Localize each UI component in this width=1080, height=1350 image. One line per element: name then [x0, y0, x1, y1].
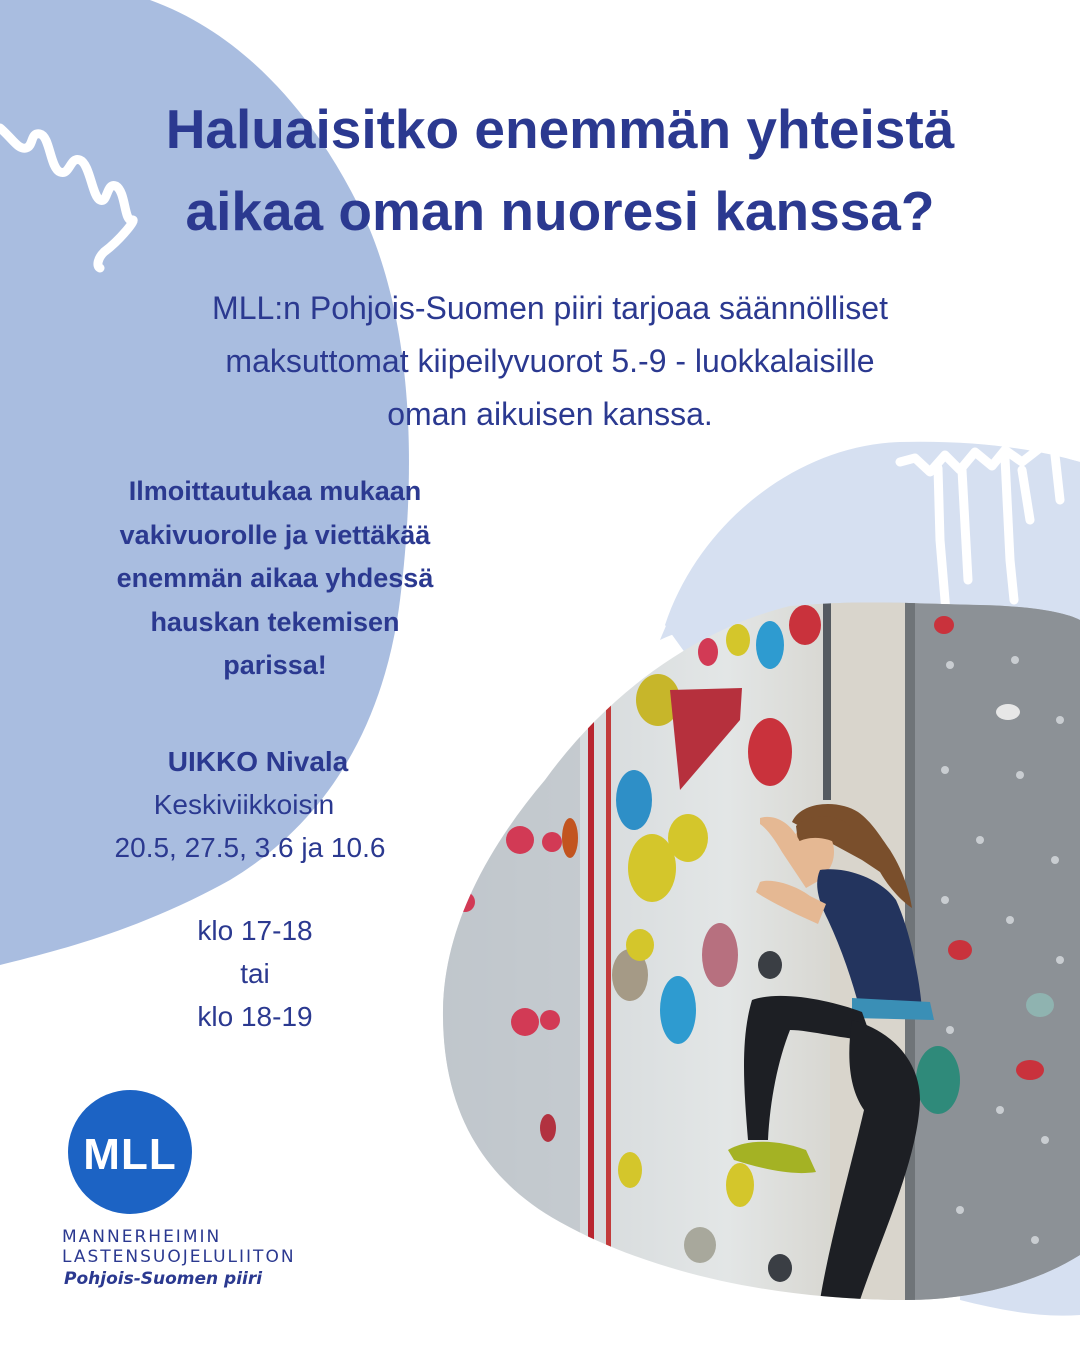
climbing-wall-photo [430, 590, 1080, 1310]
org-name-line-1: MANNERHEIMIN [62, 1227, 222, 1247]
intro-line-1: MLL:n Pohjois-Suomen piiri tarjoaa säännölliset [212, 290, 888, 326]
venue-info [88, 740, 428, 869]
call-to-action [80, 470, 470, 688]
time-separator: tai [240, 958, 270, 989]
cta-line-1: Ilmoittautukaa mukaan [128, 476, 422, 506]
headline-line-2: aikaa oman nuoresi kanssa? [185, 180, 935, 242]
time-slot-2: klo 18-19 [197, 1001, 313, 1032]
cta-line-3: enemmän aikaa yhdessä [116, 563, 434, 593]
org-district: Pohjois-Suomen piiri [64, 1269, 263, 1289]
cta-line-5: parissa! [223, 650, 327, 680]
cta-line-2: vakivuorolle ja viettäkää [119, 519, 431, 550]
intro-paragraph [100, 282, 1000, 441]
venue-dates: 20.5, 27.5, 3.6 ja 10.6 [114, 832, 386, 863]
headline [60, 88, 1060, 252]
logo-mark: MLL [83, 1130, 177, 1179]
cta-line-4: hauskan tekemisen [150, 606, 400, 637]
time-slots [150, 909, 360, 1038]
venue-name: UIKKO Nivala [167, 746, 349, 777]
time-slot-1: klo 17-18 [197, 915, 313, 946]
intro-line-2: maksuttomat kiipeilyvuorot 5.-9 - luokkalaisille [225, 343, 875, 379]
org-name-line-2: LASTENSUOJELULIITON [62, 1247, 296, 1267]
headline-line-1: Haluaisitko enemmän yhteistä [165, 98, 955, 160]
intro-line-3: oman aikuisen kanssa. [387, 396, 713, 432]
venue-day: Keskiviikkoisin [153, 789, 335, 820]
